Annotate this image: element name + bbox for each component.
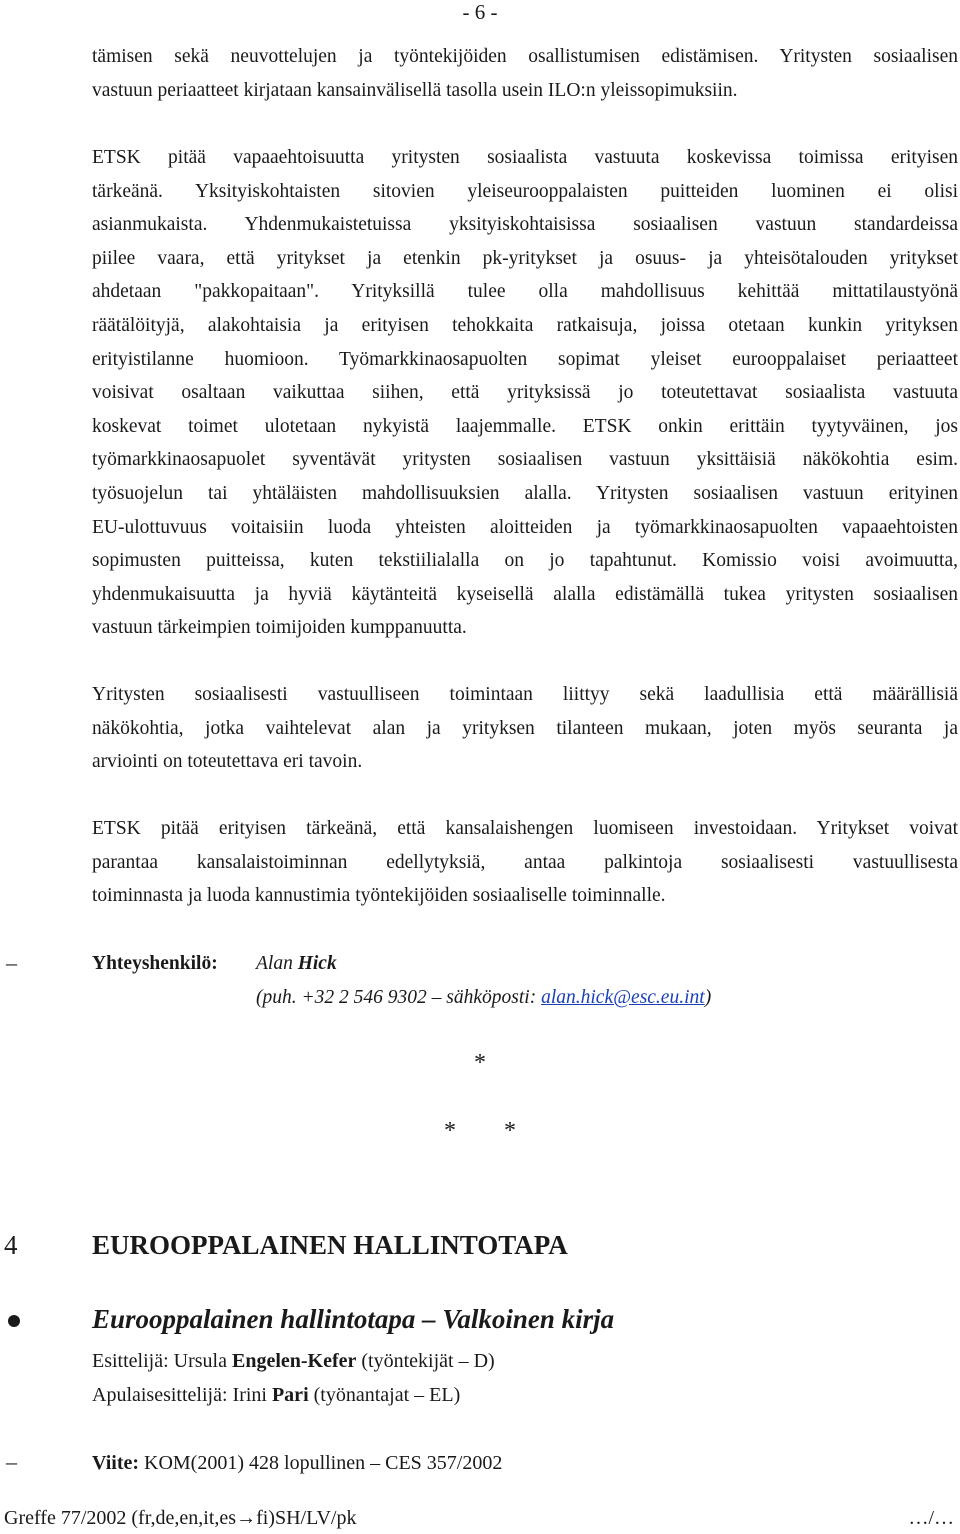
text-line: ETSK pitää vapaaehtoisuutta yritysten sosiaalista vastuuta koskevissa toimissa erityisen <box>92 147 958 168</box>
co-rapporteur <box>92 1383 460 1407</box>
reference <box>92 1451 502 1475</box>
rapporteur <box>92 1349 495 1373</box>
text-line: arviointi on toteutettava eri tavoin. <box>92 751 363 773</box>
paragraph-2 <box>92 141 958 645</box>
rapporteur-label: Esittelijä: Ursula <box>92 1350 232 1372</box>
text-line: EU-ulottuvuus voitaisiin luoda yhteisten aloitteiden ja työmarkkinaosapuolten vapaaehtoisten <box>92 516 958 538</box>
text-line: vastuun tärkeimpien toimijoiden kumppanuutta. <box>92 617 467 639</box>
text-line: parantaa kansalaistoiminnan edellytyksiä, antaa palkintoja sosiaalisesti vastuullisesta <box>92 851 958 873</box>
contact-block <box>92 950 218 978</box>
reference-dash: – <box>6 1449 17 1474</box>
text-line: tärkeänä. Yksityiskohtaisten sitovien yleiseurooppalaisten puitteiden luominen ei olisi <box>92 180 958 202</box>
contact-dash: – <box>6 950 17 975</box>
contact-close-paren: ) <box>704 987 712 1008</box>
text-line: erityistilanne huomioon. Työmarkkinaosapuolten sopimat yleiset eurooppalaiset periaatteet <box>92 348 958 370</box>
co-rapporteur-name: Pari <box>271 1384 309 1406</box>
text-line: vastuun periaatteet kirjataan kansainvälisellä tasolla usein ILO:n yleissopimuksiin. <box>92 79 738 101</box>
paragraph-1 <box>92 40 958 107</box>
text-line: voisivat osaltaan vaikuttaa siihen, että yrityksissä jo toteutettavat sosiaalista vastuuta <box>92 382 958 404</box>
contact-name <box>256 950 337 978</box>
contact-details <box>256 984 711 1012</box>
text-line: työsuojelun tai yhtäläisten mahdollisuuksien alalla. Yritysten sosiaalisen vastuun erityinen <box>92 482 958 504</box>
reference-label: Viite: <box>92 1452 140 1474</box>
subsection-title: Eurooppalainen hallintotapa – Valkoinen kirja <box>92 1304 615 1334</box>
text-line: työmarkkinaosapuolet syventävät yritysten sosiaalisen vastuun yksittäisiä näkökohtia esim. <box>92 449 958 471</box>
text-line: ahdetaan "pakkopaitaan". Yrityksillä tulee olla mahdollisuus kehittää mittatilaustyönä <box>92 281 958 303</box>
contact-last-name: Hick <box>297 953 337 974</box>
text-line: räätälöityjä, alakohtaisia ja erityisen tehokkaita ratkaisuja, joissa otetaan kunkin yrityksen <box>92 314 958 336</box>
paragraph-3 <box>92 678 958 779</box>
text-line: ETSK pitää erityisen tärkeänä, että kansalaishengen luomiseen investoidaan. Yritykset voivat <box>92 818 958 839</box>
section-number: 4 <box>4 1230 18 1260</box>
contact-phone: (puh. +32 2 546 9302 – sähköposti: <box>256 987 542 1008</box>
text-line: sopimusten puitteissa, kuten tekstiilialalla on jo tapahtunut. Komissio voisi avoimuutta, <box>92 550 958 572</box>
bullet-icon <box>8 1315 20 1327</box>
reference-value: KOM(2001) 428 lopullinen – CES 357/2002 <box>139 1452 503 1474</box>
rapporteur-name: Engelen-Kefer <box>231 1350 357 1372</box>
section-title: EUROOPPALAINEN HALLINTOTAPA <box>92 1230 568 1260</box>
text-line: näkökohtia, jotka vaihtelevat alan ja yrityksen tilanteen mukaan, joten myös seuranta ja <box>92 717 958 739</box>
rapporteur-group: (työntekijät – D) <box>356 1350 495 1372</box>
separator-stars-bottom: * * <box>444 1118 516 1144</box>
separator-star-top: * <box>474 1050 486 1076</box>
contact-label: Yhteyshenkilö: <box>92 953 218 974</box>
text-line: tämisen sekä neuvottelujen ja työntekijöiden osallistumisen edistämisen. Yritysten sosiaalisen <box>92 46 958 67</box>
text-line: koskevat toimet ulotetaan nykyistä laajemmalle. ETSK onkin erittäin tyytyväinen, jos <box>92 415 958 437</box>
page-number: - 6 - <box>462 0 498 24</box>
text-line: yhdenmukaisuutta ja hyviä käytänteitä kyseisellä alalla edistämällä tukea yritysten sosiaalisen <box>92 583 958 605</box>
paragraph-4 <box>92 812 958 913</box>
footer-reference: Greffe 77/2002 (fr,de,en,it,es→fi)SH/LV/pk <box>4 1507 357 1529</box>
co-rapporteur-group: (työnantajat – EL) <box>308 1384 461 1406</box>
text-line: piilee vaara, että yritykset ja etenkin pk-yritykset ja osuus- ja yhteisötalouden yritykset <box>92 247 958 269</box>
footer-continuation: …/… <box>908 1507 954 1529</box>
text-line: toiminnasta ja luoda kannustimia työntekijöiden sosiaaliselle toiminnalle. <box>92 885 666 907</box>
contact-first-name: Alan <box>256 953 293 974</box>
co-rapporteur-label: Apulaisesittelijä: Irini <box>92 1384 272 1406</box>
text-line: Yritysten sosiaalisesti vastuulliseen toimintaan liittyy sekä laadullisia että määrällisiä <box>92 684 958 705</box>
email-link[interactable]: alan.hick@esc.eu.int <box>541 987 705 1008</box>
text-line: asianmukaista. Yhdenmukaistetuissa yksityiskohtaisissa sosiaalisen vastuun standardeissa <box>92 214 958 236</box>
